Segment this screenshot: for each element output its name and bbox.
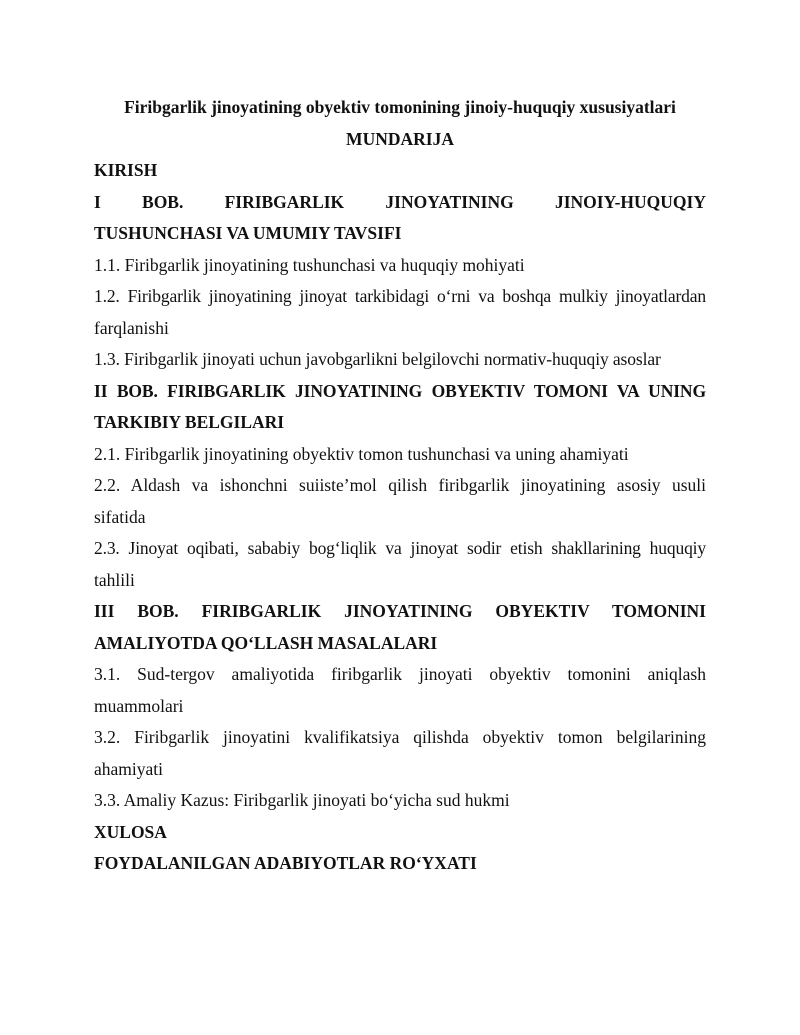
- toc-entry-3-2-line1: 3.2. Firibgarlik jinoyatini kvalifikatsiya qilishda obyektiv tomon belgilarining: [94, 727, 706, 747]
- toc-entry-1-2-line2: farqlanishi: [94, 317, 169, 338]
- toc-entry-1-1: 1.1. Firibgarlik jinoyatining tushunchasi va huquqiy mohiyati: [94, 254, 525, 275]
- toc-entry-chapter-3-line1: III BOB. FIRIBGARLIK JINOYATINING OBYEKTIV TOMONINI: [94, 601, 706, 621]
- toc-entry-conclusion: XULOSA: [94, 821, 167, 842]
- toc-entry-2-2-line1: 2.2. Aldash va ishonchni suiiste’mol qilish firibgarlik jinoyatining asosiy usuli: [94, 475, 706, 495]
- toc-entry-1-3: 1.3. Firibgarlik jinoyati uchun javobgarlikni belgilovchi normativ-huquqiy asoslar: [94, 349, 661, 369]
- toc-entry-3-1: [94, 659, 706, 722]
- toc-entry-2-2-line2: sifatida: [94, 506, 146, 527]
- toc-entry-chapter-1-line2: TUSHUNCHASI VA UMUMIY TAVSIFI: [94, 223, 402, 243]
- toc-entry-chapter-2: [94, 376, 706, 439]
- toc-entry-chapter-1: [94, 187, 706, 250]
- toc-entry-2-2: [94, 470, 706, 533]
- toc-entry-1-2-line1: 1.2. Firibgarlik jinoyatining jinoyat tarkibidagi o‘rni va boshqa mulkiy jinoyatlardan: [94, 286, 706, 306]
- toc-entry-3-2-line2: ahamiyati: [94, 758, 164, 779]
- toc-entry-2-3-line1: 2.3. Jinoyat oqibati, sababiy bog‘liqlik va jinoyat sodir etish shakllarining huquqiy: [94, 538, 706, 558]
- document-page: [94, 91, 706, 880]
- toc-entry-introduction: KIRISH: [94, 160, 158, 180]
- toc-entry-2-3: [94, 533, 706, 596]
- toc-entry-1-2: [94, 281, 706, 344]
- toc-entry-3-1-line2: muammolari: [94, 695, 184, 716]
- toc-heading: MUNDARIJA: [346, 129, 454, 149]
- toc-entry-3-3: 3.3. Amaliy Kazus: Firibgarlik jinoyati bo‘yicha sud hukmi: [94, 790, 510, 810]
- toc-entry-chapter-2-line1: II BOB. FIRIBGARLIK JINOYATINING OBYEKTIV TOMONI VA UNING: [94, 380, 706, 401]
- toc-entry-chapter-3: [94, 596, 706, 659]
- toc-entry-chapter-3-line2: AMALIYOTDA QO‘LLASH MASALALARI: [94, 632, 438, 653]
- toc-entry-3-2: [94, 722, 706, 785]
- document-title: Firibgarlik jinoyatining obyektiv tomonining jinoiy-huquqiy xususiyatlari: [124, 97, 676, 117]
- toc-entry-chapter-1-line1: I BOB. FIRIBGARLIK JINOYATINING JINOIY-HUQUQIY: [94, 191, 706, 212]
- toc-entry-2-1: 2.1. Firibgarlik jinoyatining obyektiv tomon tushunchasi va uning ahamiyati: [94, 443, 629, 464]
- toc-entry-bibliography: FOYDALANILGAN ADABIYOTLAR RO‘YXATI: [94, 853, 477, 873]
- toc-entry-3-1-line1: 3.1. Sud-tergov amaliyotida firibgarlik jinoyati obyektiv tomonini aniqlash: [94, 664, 706, 684]
- toc-entry-2-3-line2: tahlili: [94, 569, 135, 590]
- toc-entry-chapter-2-line2: TARKIBIY BELGILARI: [94, 412, 285, 432]
